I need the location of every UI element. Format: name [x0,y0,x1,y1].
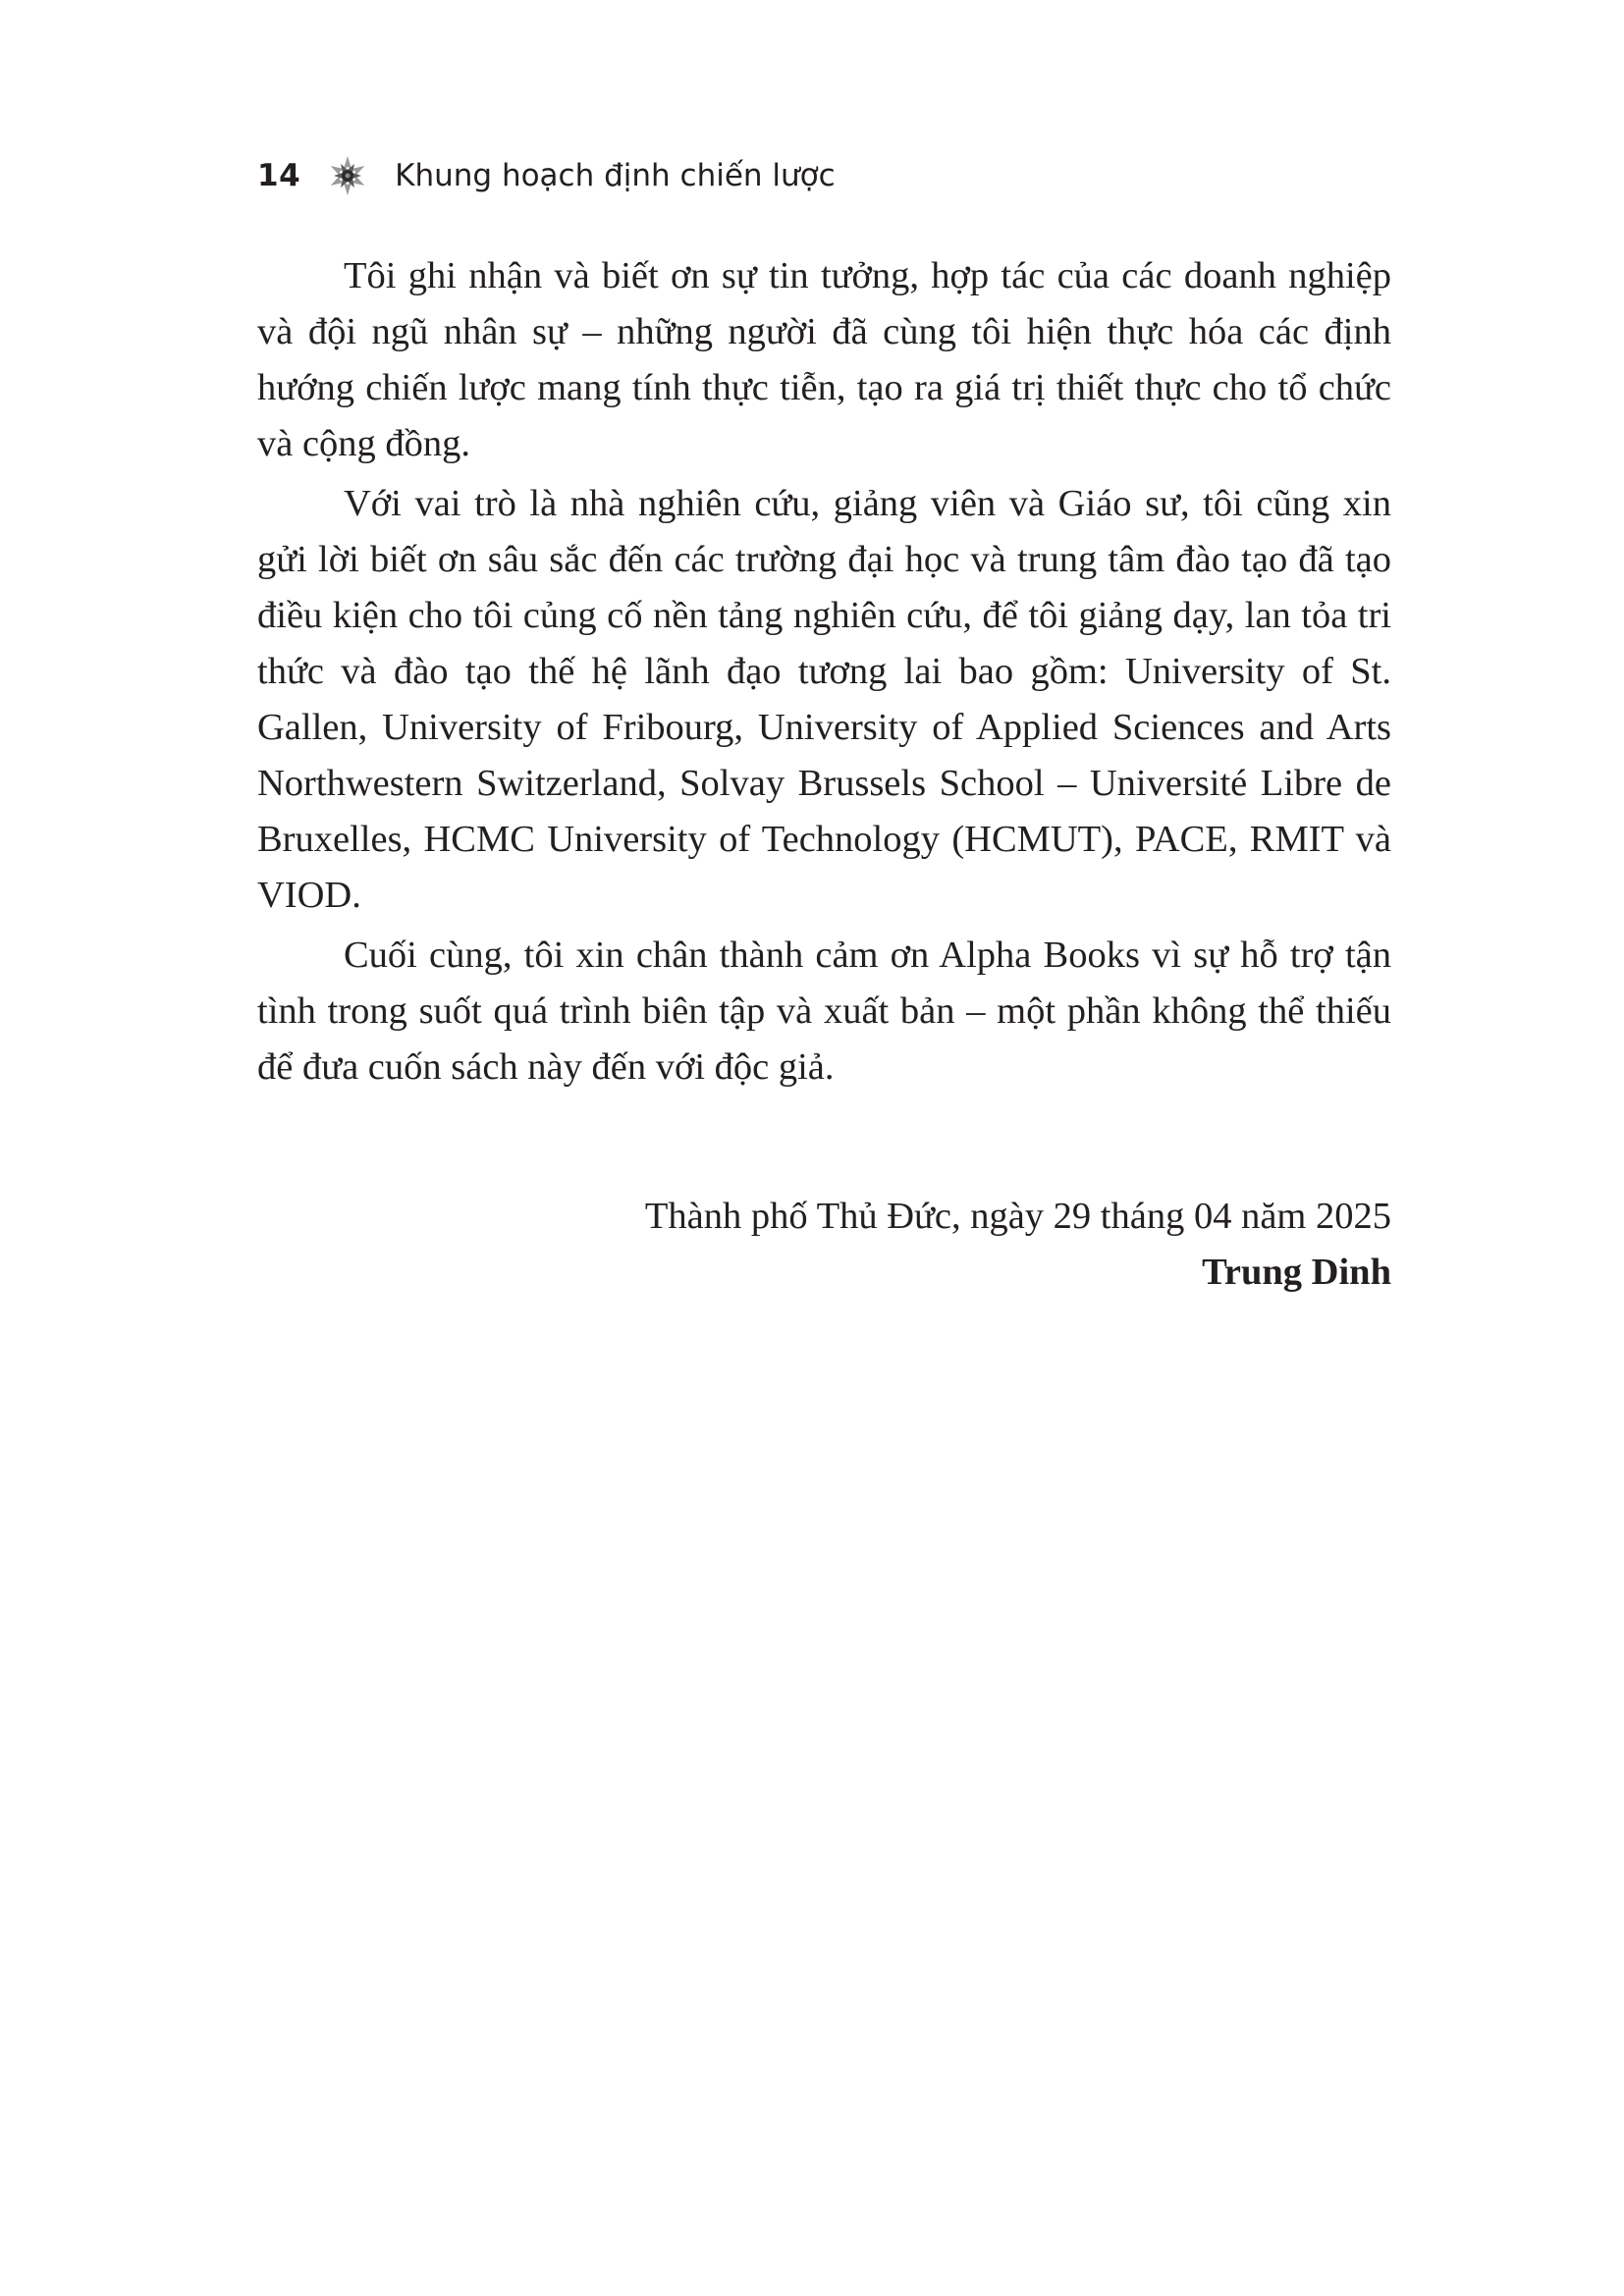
paragraph: Với vai trò là nhà nghiên cứu, giảng viên và Giáo sư, tôi cũng xin gửi lời biết ơn sâu sắc đến các trường đại học và trung tâm đào tạo đã tạo điều kiện cho tôi củng cố nền tảng nghiên cứu, để tôi giảng dạy, lan tỏa tri thức và đào tạo thế hệ lãnh đạo tương lai bao gồm: University of St. Gallen, University of Fribourg, University of Applied Sciences and Arts Northwestern Switzerland, Solvay Brussels School – Université Libre de Bruxelles, HCMC University of Technology (HCMUT), PACE, RMIT và VIOD. [257,483,1391,916]
paragraph: Tôi ghi nhận và biết ơn sự tin tưởng, hợp tác của các doanh nghiệp và đội ngũ nhân sự – những người đã cùng tôi hiện thực hóa các định hướng chiến lược mang tính thực tiễn, tạo ra giá trị thiết thực cho tổ chức và cộng đồng. [257,255,1391,464]
paragraph: Cuối cùng, tôi xin chân thành cảm ơn Alpha Books vì sự hỗ trợ tận tình trong suốt quá trình biên tập và xuất bản – một phần không thể thiếu để đưa cuốn sách này đến với độc giả. [257,934,1391,1088]
signature-block [257,1189,1391,1301]
page-number: 14 [257,158,301,193]
author-name: Trung Dinh [1202,1252,1391,1293]
running-title: Khung hoạch định chiến lược [395,158,836,193]
star-ornament-icon [326,154,369,197]
running-header [257,151,836,200]
place-date: Thành phố Thủ Đức, ngày 29 tháng 04 năm 2025 [644,1196,1391,1237]
acknowledgement-text [257,248,1391,1099]
